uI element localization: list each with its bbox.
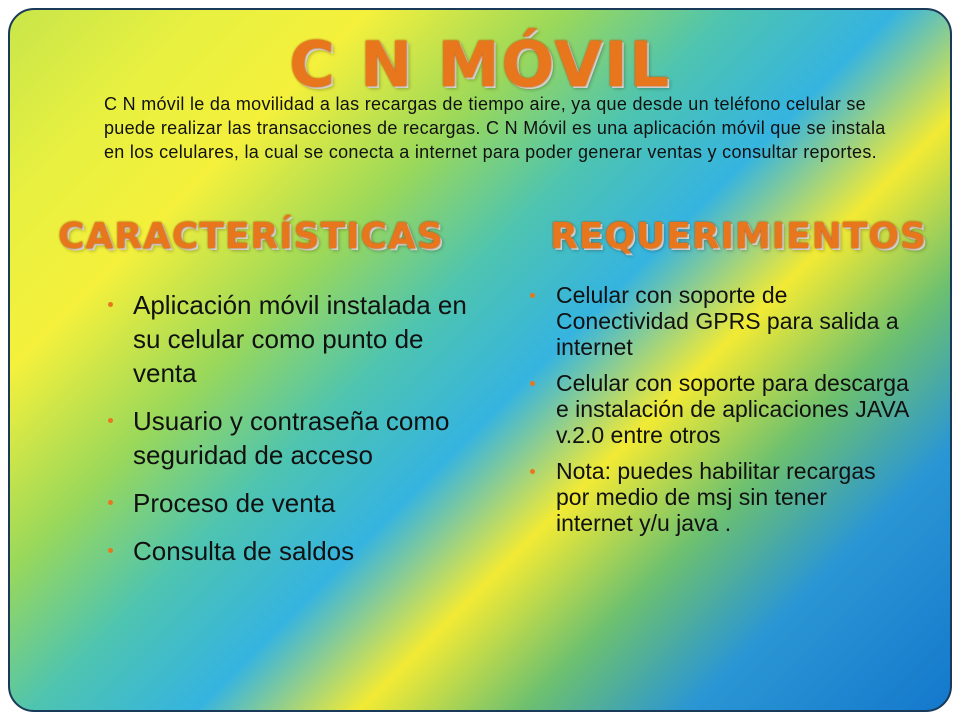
list-item [530,282,910,360]
list-item [108,534,488,568]
bullet-icon [530,381,535,386]
list-item-text: Proceso de venta [133,488,336,518]
requerimientos-list [530,282,910,546]
list-item-text: Usuario y contraseña como seguridad de acceso [133,406,450,470]
bullet-icon [530,293,535,298]
requerimientos-heading: REQUERIMIENTOS [550,216,927,257]
intro-paragraph: C N móvil le da movilidad a las recargas de tiempo aire, ya que desde un teléfono celular se puede realizar las transacciones de recargas. C N Móvil es una aplicación móvil que se instala en los celulares, la cual se conecta a internet para poder generar ventas y consultar reportes. [104,94,886,162]
list-item-text: Consulta de saldos [133,536,355,566]
bullet-icon [108,418,113,423]
list-item-text: Celular con soporte de Conectividad GPRS para salida a internet [556,282,899,360]
list-item [108,486,488,520]
list-item-text: Celular con soporte para descarga e instalación de aplicaciones JAVA v.2.0 entre otros [556,370,909,448]
list-item [108,404,488,472]
list-item-text: Nota: puedes habilitar recargas por medio de msj sin tener internet y/u java . [556,458,876,536]
bullet-icon [108,548,113,553]
list-item [108,288,488,390]
list-item-text: Aplicación móvil instalada en su celular como punto de venta [133,290,467,388]
bullet-icon [108,500,113,505]
bullet-icon [108,302,113,307]
list-item [530,370,910,448]
bullet-icon [530,469,535,474]
list-item [530,458,910,536]
caracteristicas-list [108,288,488,582]
slide-title: C N MÓVIL [289,28,671,101]
caracteristicas-heading: CARACTERÍSTICAS [58,216,444,257]
